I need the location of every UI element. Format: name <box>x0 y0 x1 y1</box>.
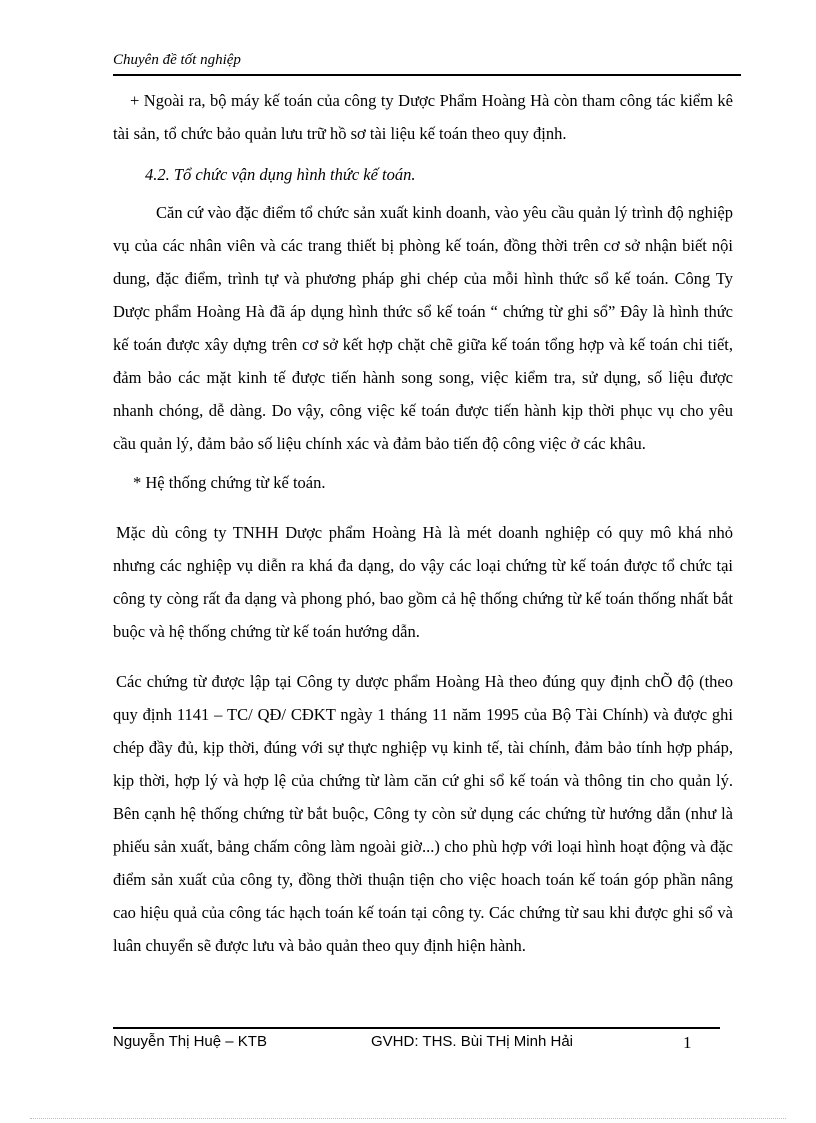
page-bottom-edge <box>30 1118 786 1119</box>
footer-author: Nguyễn Thị Huệ – KTB <box>113 1033 267 1050</box>
section-heading-4-2: 4.2. Tổ chức vận dụng hình thức kế toán. <box>145 165 416 184</box>
page-header <box>113 50 741 76</box>
page-number: 1 <box>683 1033 692 1052</box>
paragraph-asset-inventory: + Ngoài ra, bộ máy kế toán của công ty Dược Phẩm Hoàng Hà còn tham công tác kiểm kê tài sản, tổ chức bảo quản lưu trữ hồ sơ tài liệu kế toán theo quy định. <box>113 91 733 143</box>
paragraph-voucher-regulations: Các chứng từ được lập tại Công ty dược phẩm Hoàng Hà theo đúng quy định chÕ độ (theo quy định 1141 – TC/ QĐ/ CĐKT ngày 1 tháng 11 năm 1995 của Bộ Tài Chính) và được ghi chép đầy đủ, kịp thời, đúng với sự thực nghiệp vụ kinh tế, tài chính, đảm bảo tính hợp pháp, kịp thời, hợp lý và hợp lệ của chứng từ làm căn cứ ghi sổ kế toán và thông tin cho quản lý. Bên cạnh hệ thống chứng từ bắt buộc, Công ty còn sử dụng các chứng từ hướng dẫn (như là phiếu sản xuất, bảng chấm công làm ngoài giờ...) cho phù hợp với loại hình hoạt động và đặc điểm sản xuất của công ty, đồng thời thuận tiện cho việc hoach toán kế toán góp phần nâng cao hiệu quả của công tác hạch toán kế toán tại công ty. Các chứng từ sau khi được ghi sổ và luân chuyển sẽ được lưu và bảo quản theo quy định hiện hành. <box>113 672 733 955</box>
header-title: Chuyên đề tốt nghiệp <box>113 52 241 68</box>
document-body <box>113 84 733 962</box>
paragraph-voucher-diversity: Mặc dù công ty TNHH Dược phẩm Hoàng Hà là mét doanh nghiệp có quy mô khá nhỏ nhưng các nghiệp vụ diễn ra khá đa dạng, do vậy các loại chứng từ kế toán được tổ chức tại công ty còng rất đa dạng và phong phó, bao gồm cả hệ thống chứng từ kế toán thống nhất bắt buộc và hệ thống chứng từ kế toán hướng dẫn. <box>113 523 733 641</box>
footer-advisor: GVHD: THS. Bùi THị Minh Hải <box>371 1033 573 1050</box>
paragraph-accounting-form: Căn cứ vào đặc điểm tổ chức sản xuất kinh doanh, vào yêu cầu quản lý trình độ nghiệp vụ của các nhân viên và các trang thiết bị phòng kế toán, đồng thời trên cơ sở nhận biết nội dung, đặc điểm, trình tự và phương pháp ghi chép của mỗi hình thức sổ kế toán. Công Ty Dược phẩm Hoàng Hà đã áp dụng hình thức sổ kế toán “ chứng từ ghi sổ” Đây là hình thức kế toán được xây dựng trên cơ sở kết hợp chặt chẽ giữa kế toán tổng hợp và kế toán chi tiết, đảm bảo các mặt kinh tế được tiến hành song song, việc kiểm tra, sử dụng, số liệu được nhanh chóng, dễ dàng. Do vậy, công việc kế toán được tiến hành kịp thời phục vụ cho yêu cầu quản lý, đảm bảo số liệu chính xác và đảm bảo tiến độ công việc ở các khâu. <box>113 203 733 453</box>
subheading-voucher-system: * Hệ thống chứng từ kế toán. <box>133 473 326 492</box>
page-footer <box>113 1027 720 1052</box>
